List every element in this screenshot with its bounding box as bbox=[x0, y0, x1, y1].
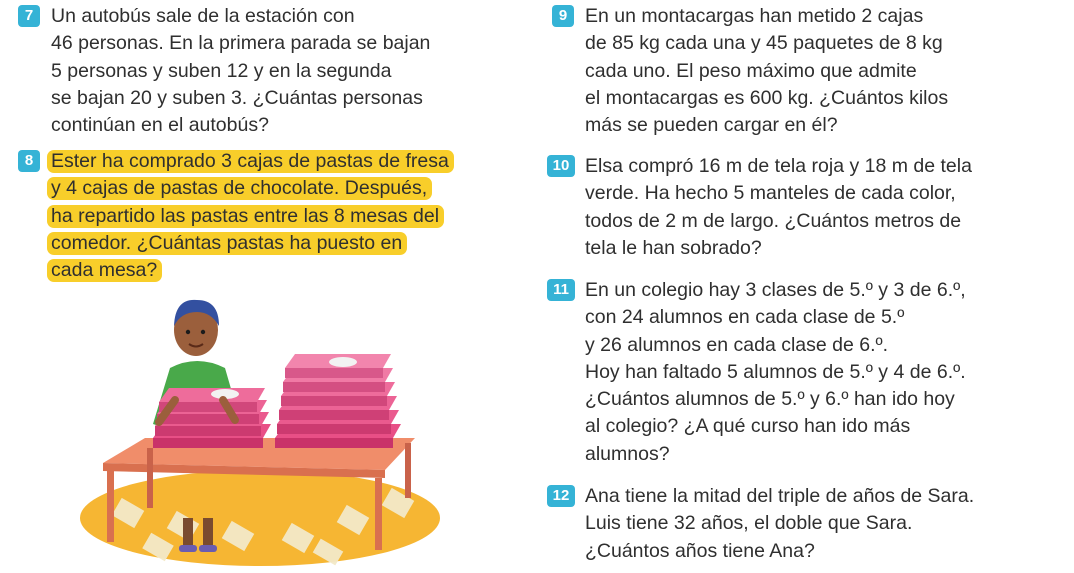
problem-number-badge: 11 bbox=[547, 279, 575, 301]
problem-line: al colegio? ¿A qué curso han ido más bbox=[585, 415, 911, 438]
highlighted-line: ha repartido las pastas entre las 8 mesas del bbox=[47, 205, 444, 228]
problem-line: tela le han sobrado? bbox=[585, 236, 762, 259]
problem-text bbox=[585, 277, 966, 468]
problem-line: Un autobús sale de la estación con bbox=[51, 5, 355, 27]
problem-text bbox=[585, 153, 972, 262]
girl-with-pastry-boxes-illustration bbox=[75, 288, 445, 573]
left-box-stack bbox=[153, 388, 271, 448]
problem-text bbox=[585, 3, 948, 139]
problem-number-badge: 7 bbox=[18, 5, 40, 27]
right-box-stack bbox=[275, 354, 401, 448]
problem-line: más se pueden cargar en él? bbox=[585, 114, 838, 137]
problem-line: cada uno. El peso máximo que admite bbox=[585, 59, 917, 82]
problem-line: En un montacargas han metido 2 cajas bbox=[585, 5, 924, 27]
problem-number-badge: 12 bbox=[547, 485, 575, 507]
problem-number-badge: 8 bbox=[18, 150, 40, 172]
problem-line: se bajan 20 y suben 3. ¿Cuántas personas bbox=[51, 86, 423, 109]
problem-line: con 24 alumnos en cada clase de 5.º bbox=[585, 306, 905, 329]
problem-line: Hoy han faltado 5 alumnos de 5.º y 4 de 6.º. bbox=[585, 360, 966, 383]
problem-text bbox=[51, 148, 454, 284]
problem-number-badge: 10 bbox=[547, 155, 575, 177]
problem-text bbox=[51, 3, 430, 139]
problem-line: 5 personas y suben 12 y en la segunda bbox=[51, 59, 392, 82]
problem-line: ¿Cuántos años tiene Ana? bbox=[585, 539, 815, 562]
problem-text bbox=[585, 483, 974, 565]
problem-line: continúan en el autobús? bbox=[51, 114, 269, 137]
problem-line: de 85 kg cada una y 45 paquetes de 8 kg bbox=[585, 32, 943, 55]
problem-line: Luis tiene 32 años, el doble que Sara. bbox=[585, 512, 913, 535]
problem-line: alumnos? bbox=[585, 442, 670, 465]
problem-line: Elsa compró 16 m de tela roja y 18 m de tela bbox=[585, 155, 972, 177]
problem-line: verde. Ha hecho 5 manteles de cada color, bbox=[585, 182, 956, 205]
problem-line: todos de 2 m de largo. ¿Cuántos metros de bbox=[585, 209, 962, 232]
problem-line: Ana tiene la mitad del triple de años de Sara. bbox=[585, 485, 975, 507]
problem-line: y 26 alumnos en cada clase de 6.º. bbox=[585, 333, 889, 356]
problem-line: ¿Cuántos alumnos de 5.º y 6.º han ido hoy bbox=[585, 388, 955, 411]
highlighted-line: cada mesa? bbox=[47, 259, 162, 282]
problem-number-badge: 9 bbox=[552, 5, 574, 27]
problem-line: el montacargas es 600 kg. ¿Cuántos kilos bbox=[585, 86, 949, 109]
problem-line: En un colegio hay 3 clases de 5.º y 3 de 6.º, bbox=[585, 279, 966, 301]
highlighted-line: y 4 cajas de pastas de chocolate. Después, bbox=[47, 177, 432, 200]
highlighted-line: Ester ha comprado 3 cajas de pastas de fresa bbox=[47, 150, 454, 173]
problem-line: 46 personas. En la primera parada se bajan bbox=[51, 32, 431, 55]
highlighted-line: comedor. ¿Cuántas pastas ha puesto en bbox=[47, 232, 407, 255]
